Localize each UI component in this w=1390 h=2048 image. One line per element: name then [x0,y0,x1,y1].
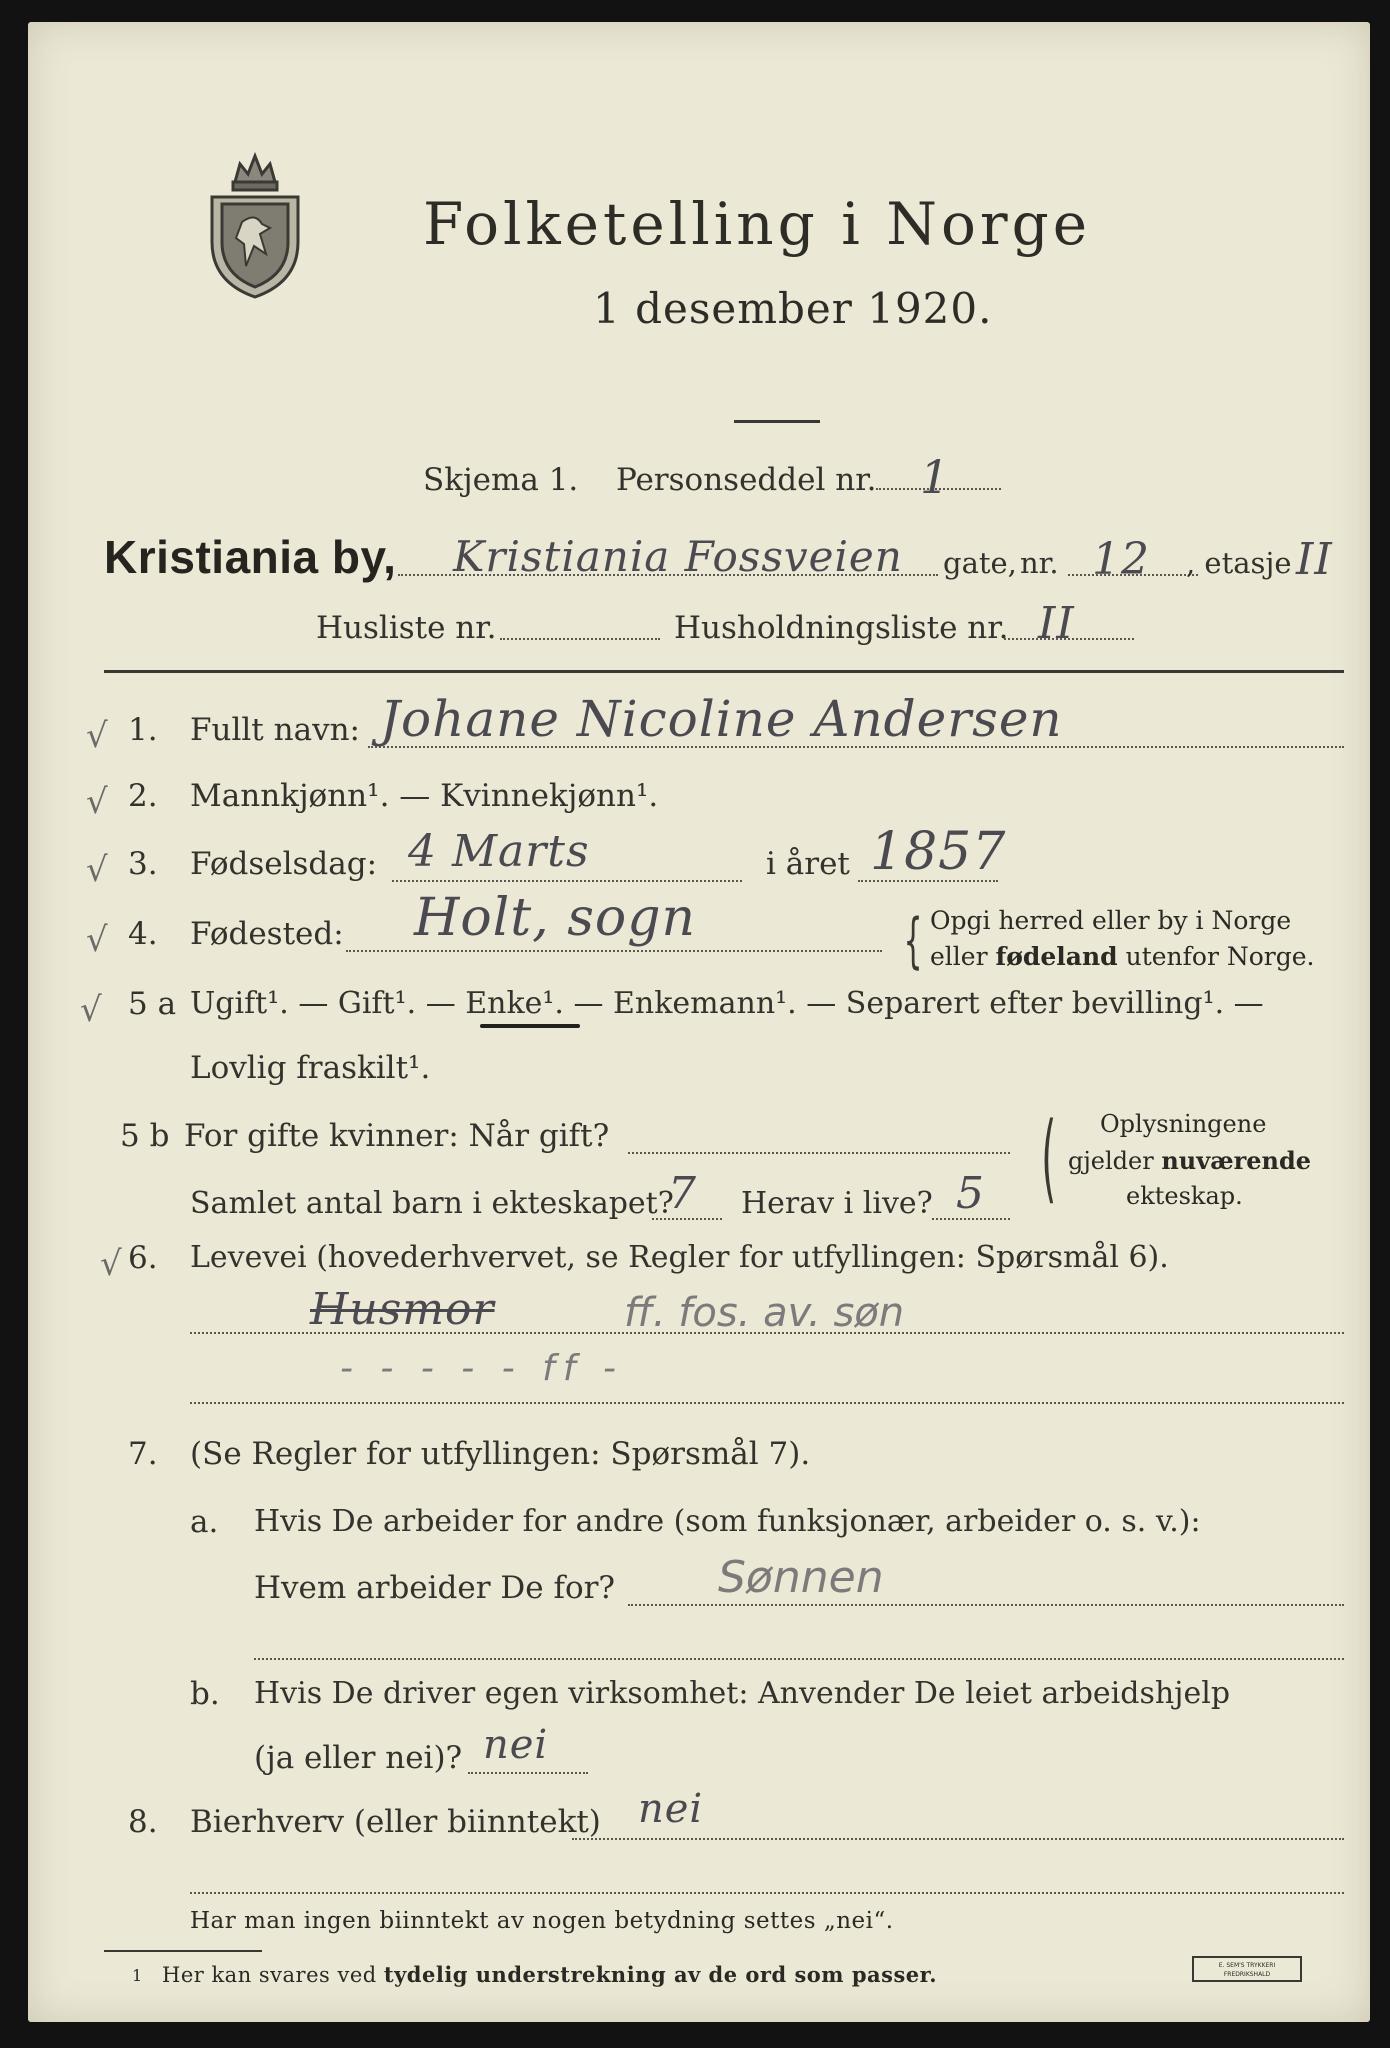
header-rule [104,670,1344,673]
employer-field [628,1604,1344,1606]
q4-note-line1: Opgi herred eller by i Norge [930,906,1292,935]
footnote-emphasis: tydelig understrekning av de ord som passer. [383,1962,938,1987]
nr-value: 12 [1092,534,1150,585]
q4-note-text-end: utenfor Norge. [1117,942,1315,971]
q7a-letter: a. [190,1504,219,1540]
footnote-mark: 1 [132,1966,143,1985]
q4-note-emphasis: fødeland [995,942,1118,971]
q2-label: Mannkjønn¹. — Kvinnekjønn¹. [190,778,659,814]
q4-note-line2 [930,942,1314,971]
footnote-text [162,1962,937,1987]
printer-stamp [1192,1956,1302,1982]
printer-city: FREDRIKSHALD [1223,1971,1271,1978]
side-income-value: nei [638,1786,704,1832]
etasje-label: , etasje [1186,546,1292,580]
title-divider [734,420,820,423]
q4-number: 4. [128,916,158,952]
birth-year-value: 1857 [870,822,1007,882]
q8-number: 8. [128,1804,158,1840]
birthday-field [392,880,742,882]
year-label: i året [766,846,850,882]
q5b-note-line3: ekteskap. [1126,1182,1243,1210]
q7-number: 7. [128,1436,158,1472]
q5b-note-line2 [1068,1146,1311,1175]
q5b-label2: Samlet antal barn i ekteskapet? [190,1186,674,1221]
norway-coat-of-arms-icon [200,142,310,302]
check-mark-q1: √ [86,716,108,756]
q5b-note-emphasis: nuværende [1161,1146,1312,1175]
gate-label: gate, [943,546,1017,580]
marital-status-text-end: ¹. — Enkemann¹. — Separert efter bevilling¹. — [542,986,1264,1021]
enke-underline [480,1024,580,1028]
footnote-rule [104,1950,262,1952]
personseddel-value: 1 [920,450,951,504]
birthday-value: 4 Marts [408,826,590,877]
children-total-value: 7 [668,1168,697,1219]
footnote-text-start: Her kan svares ved [162,1963,384,1987]
q7a-line2: Hvem arbeider De for? [254,1570,616,1606]
q1-label: Fullt navn: [190,712,360,748]
q7b-letter: b. [190,1676,220,1712]
q3-number: 3. [128,846,158,882]
husliste-field [500,638,660,640]
q5b-brace: ( [1041,1102,1057,1214]
form-title: Folketelling i Norge [423,190,1092,258]
street-value: Kristiania Fossveien [453,532,903,581]
alive-label: Herav i live? [741,1186,933,1221]
q6-number: 6. [128,1240,158,1276]
birthplace-value: Holt, sogn [414,888,697,948]
q3-label: Fødselsdag: [190,846,378,882]
q5b-note-text: gjelder [1068,1147,1162,1175]
schema-label: Skjema 1. [423,462,579,498]
birthplace-field [346,950,882,952]
q5b-note-line1: Oplysningene [1100,1110,1267,1138]
side-income-field-line2 [190,1892,1344,1894]
check-mark-q3: √ [86,850,108,890]
personseddel-label: Personseddel nr. [616,462,877,498]
q8-label: Bierhverv (eller biinntekt) [190,1804,601,1840]
q7a-line1: Hvis De arbeider for andre (som funksjonær, arbeider o. s. v.): [254,1504,1201,1539]
side-income-field [572,1838,1344,1840]
q5b-number: 5 b [120,1118,170,1154]
hired-help-value: nei [483,1722,549,1768]
check-mark-q2: √ [86,782,108,822]
full-name-value: Johane Nicoline Andersen [380,690,1063,748]
census-form-sheet [28,22,1370,2022]
q7b-line1: Hvis De driver egen virksomhet: Anvender De leiet arbeidshjelp [254,1676,1231,1711]
q4-brace: { [903,906,923,976]
check-mark-q6: √ [100,1244,122,1284]
nei-instruction: Har man ingen biinntekt av nogen betydning settes „nei“. [190,1908,894,1934]
check-mark-q5a: √ [80,990,102,1030]
hired-help-field [468,1772,588,1774]
husliste-label: Husliste nr. [316,610,497,646]
occupation-value: ff. fos. av. søn [624,1290,905,1336]
nr-label: nr. [1020,546,1059,580]
q5a-number: 5 a [128,986,177,1022]
q4-label: Fødested: [190,916,344,952]
q4-note-text: eller [930,942,996,971]
q1-number: 1. [128,712,158,748]
q5b-label1: For gifte kvinner: Når gift? [184,1118,610,1154]
marital-status-options [190,986,1264,1021]
employer-value: Sønnen [718,1552,884,1603]
husholdningsliste-value: II [1038,598,1075,649]
husholdningsliste-label: Husholdningsliste nr. [674,610,1009,646]
marital-status-selected: Enke [465,986,543,1021]
etasje-value: II [1296,534,1333,585]
q7b-line2: (ja eller nei)? [254,1740,463,1776]
employer-field-line2 [254,1658,1344,1660]
occupation-field-line2 [190,1402,1344,1404]
city-label: Kristiania by, [104,531,397,583]
q6-label: Levevei (hovederhvervet, se Regler for utfyllingen: Spørsmål 6). [190,1240,1169,1275]
marital-status-text: Ugift¹. — Gift¹. — [190,986,466,1021]
census-date: 1 desember 1920. [593,284,993,333]
q2-number: 2. [128,778,158,814]
q5a-line2: Lovlig fraskilt¹. [190,1050,431,1086]
printer-name: E. SEM'S TRYKKERI [1218,1962,1276,1969]
children-alive-value: 5 [956,1168,985,1219]
occupation-pencil-marks: - - - - - ff - [340,1348,624,1389]
married-date-field [628,1152,1010,1154]
occupation-struck-value: Husmor [310,1284,495,1335]
check-mark-q4: √ [86,920,108,960]
q7-label: (Se Regler for utfyllingen: Spørsmål 7). [190,1436,811,1472]
